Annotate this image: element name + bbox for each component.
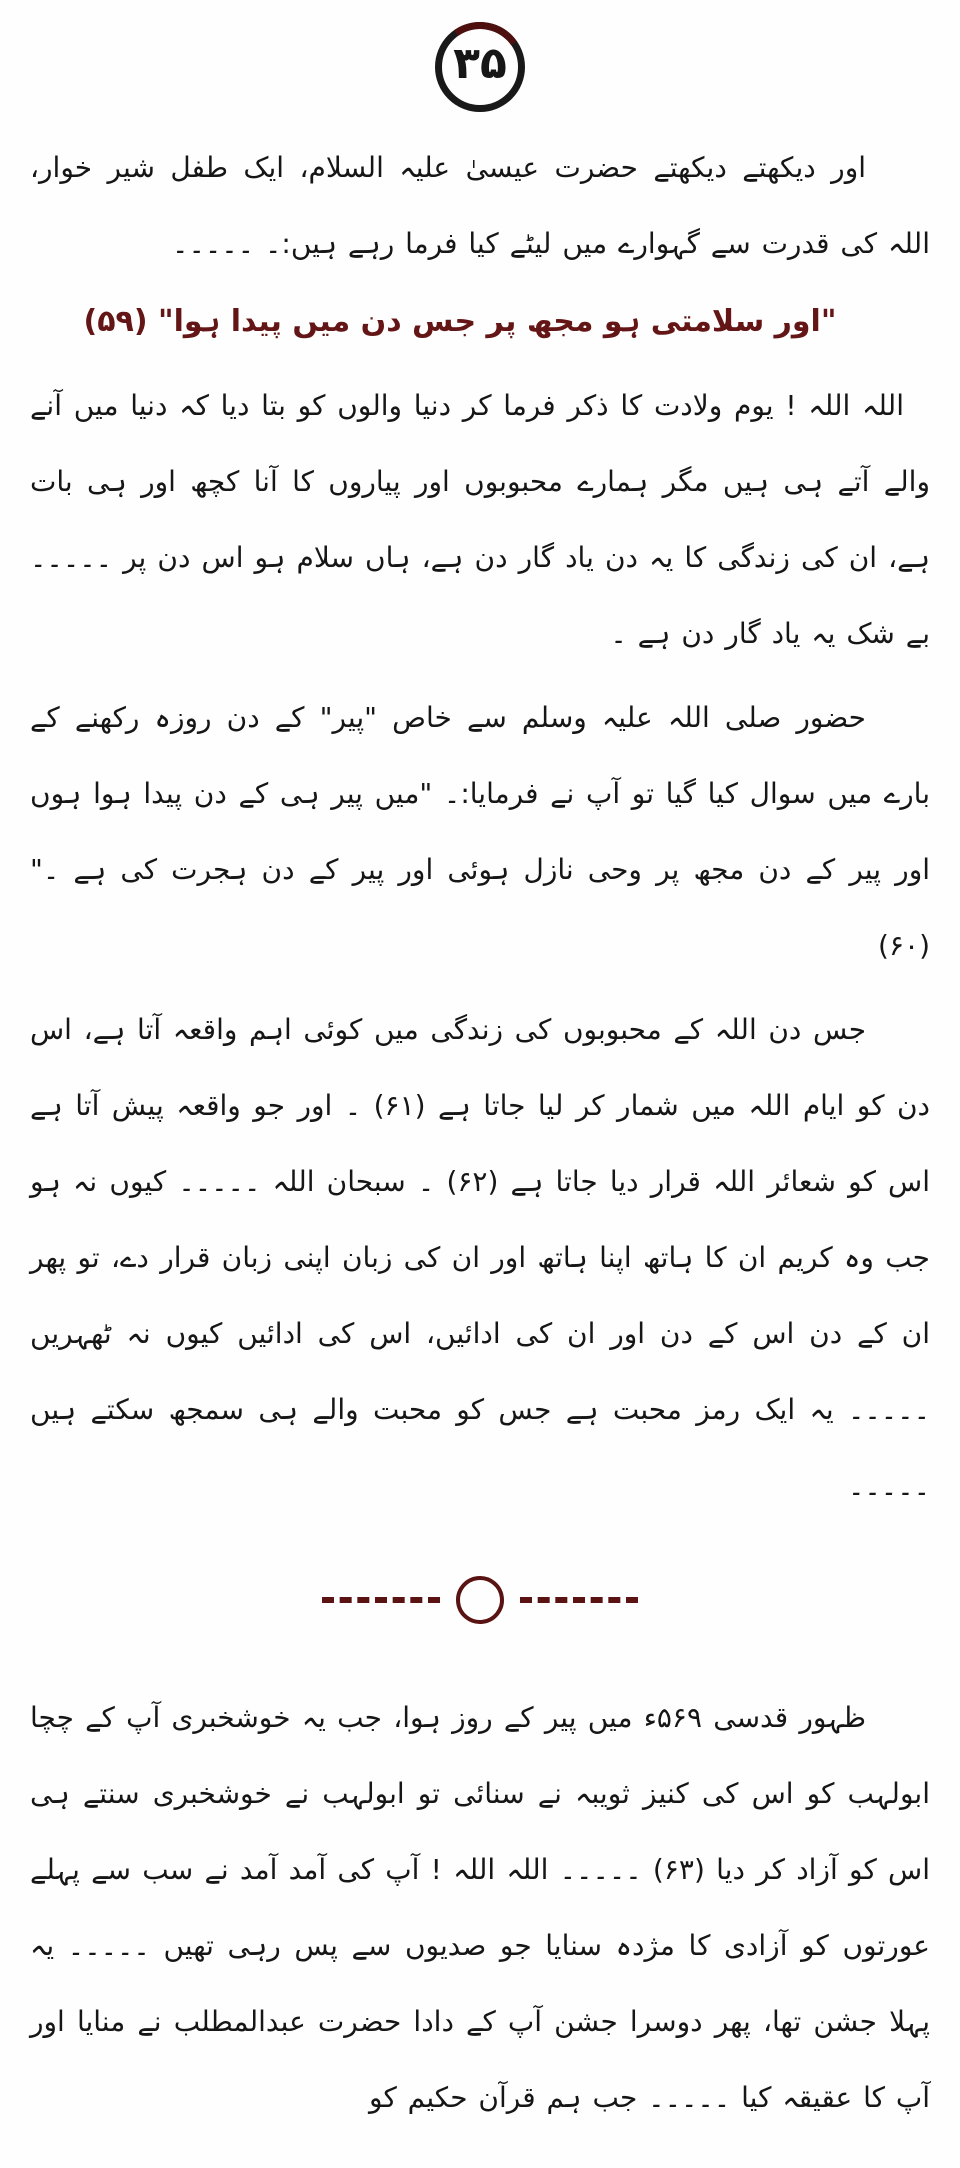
divider-dash-right [322,1597,440,1603]
paragraph-ayyam-allah: جس دن اللہ کے محبوبوں کی زندگی میں کوئی اہم واقعہ آتا ہے، اس دن کو ایام اللہ میں شمار کر لیا جاتا ہے (۶۱) ۔ اور جو واقعہ پیش آتا ہے اس کو شعائر اللہ قرار دیا جاتا ہے (۶۲) ۔ سبحان اللہ ۔۔۔۔۔ کیوں نہ ہو جب وہ کریم ان کا ہاتھ اپنا ہاتھ اور ان کی زبان اپنی زبان قرار دے، تو پھر ان کے دن اس کے دن اور ان کی ادائیں، اس کی ادائیں کیوں نہ ٹھہریں ۔۔۔۔۔ یہ ایک رمز محبت ہے جس کو محبت والے ہی سمجھ سکتے ہیں ۔۔۔۔۔ [30,1013,931,1502]
page-number-badge [435,22,525,112]
paragraph-yaum-e-wiladat: اللہ اللہ ! یوم ولادت کا ذکر فرما کر دنیا والوں کو بتا دیا کہ دنیا میں آنے والے آتے ہی ہیں مگر ہمارے محبوبوں اور پیاروں کا آنا کچھ اور ہی بات ہے، ان کی زندگی کا یہ دن یاد گار دن ہے، ہاں سلام ہو اس دن پر ۔۔۔۔۔ بے شک یہ یاد گار دن ہے ۔ [30,389,930,650]
paragraph-birth-year-569: ظہور قدسی ۵۶۹ء میں پیر کے روز ہوا، جب یہ خوشخبری آپ کے چچا ابولہب کو اس کی کنیز ثویبہ نے سنائی تو ابولہب نے خوشخبری سنتے ہی اس کو آزاد کر دیا (۶۳) ۔۔۔۔۔ اللہ اللہ ! آپ کی آمد آمد نے سب سے پہلے عورتوں کو آزادی کا مژدہ سنایا جو صدیوں سے پس رہی تھیں ۔۔۔۔۔ یہ پہلا جشن تھا، پھر دوسرا جشن آپ کے دادا حضرت عبدالمطلب نے منایا اور آپ کا عقیقہ کیا ۔۔۔۔۔ جب ہم قرآن حکیم کو [30,1701,931,2114]
divider-circle-icon [454,1574,507,1627]
page-number-text: ۳۵ [453,38,507,89]
paragraph-isa-cradle: اور دیکھتے دیکھتے حضرت عیسیٰ علیہ السلام، ایک طفل شیر خوار، اللہ کی قدرت سے گہوارے میں لیٹے کیا فرما رہے ہیں:۔ ۔۔۔۔۔ [30,151,930,260]
divider-dash-left [520,1597,638,1603]
section-divider [30,1576,930,1624]
paragraph-monday-fast: حضور صلی اللہ علیہ وسلم سے خاص "پیر" کے دن روزہ رکھنے کے بارے میں سوال کیا گیا تو آپ نے فرمایا:۔ "میں پیر ہی کے دن پیدا ہوا ہوں اور پیر کے دن مجھ پر وحی نازل ہوئی اور پیر کے دن ہجرت کی ہے ۔" (۶۰) [30,701,930,962]
birthday-quote-line: "اور سلامتی ہو مجھ پر جس دن میں پیدا ہوا" (۵۹) [83,304,837,339]
